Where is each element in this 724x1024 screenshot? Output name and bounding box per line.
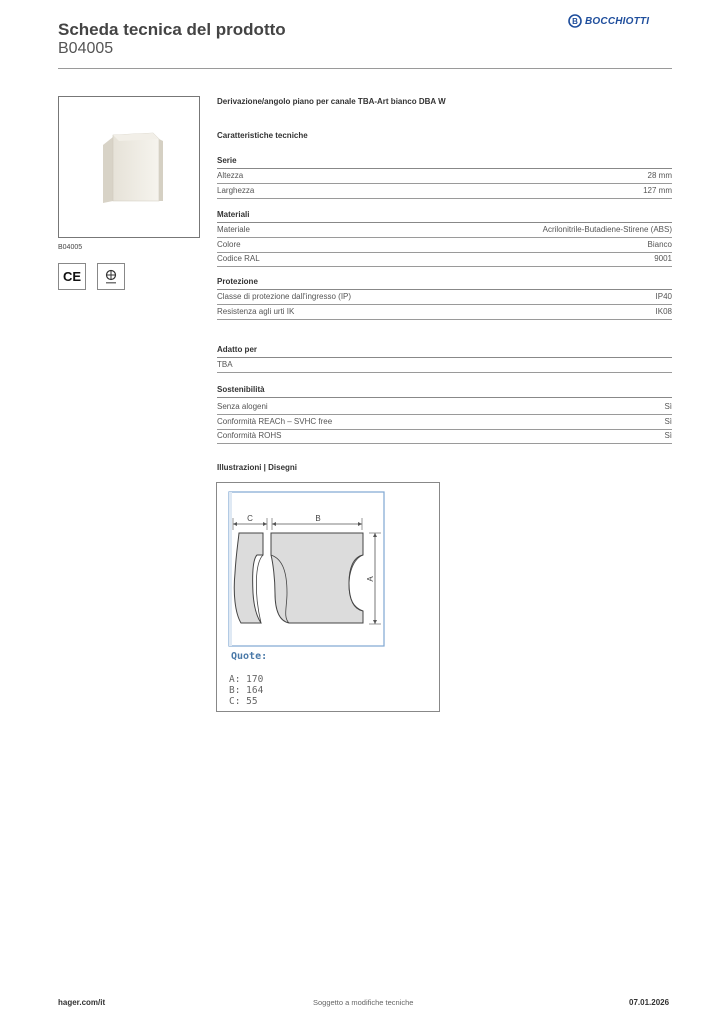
footer-date: 07.01.2026 bbox=[629, 998, 670, 1007]
spec-value: Sì bbox=[664, 402, 672, 411]
spec-value: 28 mm bbox=[647, 171, 672, 180]
spec-value: Sì bbox=[664, 417, 672, 426]
brand-logo-icon bbox=[568, 14, 582, 28]
section-sostenibilita-title: Sostenibilità bbox=[217, 385, 672, 398]
spec-row bbox=[217, 290, 672, 305]
product-description: Derivazione/angolo piano per canale TBA-Art bianco DBA W bbox=[217, 97, 446, 106]
spec-row bbox=[217, 429, 672, 444]
spec-row bbox=[217, 169, 672, 184]
ce-mark-icon: CE bbox=[58, 263, 86, 290]
spec-value: IP40 bbox=[655, 292, 672, 301]
brand-name: BOCCHIOTTI bbox=[585, 15, 650, 27]
quote-value: C: 55 bbox=[229, 696, 258, 707]
dim-label-a: A bbox=[366, 576, 375, 582]
spec-row bbox=[217, 358, 672, 373]
spec-label: Colore bbox=[217, 240, 241, 249]
spec-value: Acrilonitrile-Butadiene-Stirene (ABS) bbox=[542, 225, 672, 234]
illustrations-heading: Illustrazioni | Disegni bbox=[217, 463, 298, 472]
spec-row bbox=[217, 415, 672, 430]
dim-label-c: C bbox=[247, 514, 253, 523]
dimension-drawing-icon bbox=[217, 483, 439, 648]
spec-value: Bianco bbox=[647, 240, 672, 249]
product-photo-icon bbox=[59, 97, 199, 237]
spec-value: IK08 bbox=[655, 307, 672, 316]
technical-drawing bbox=[216, 482, 440, 712]
spec-label: Altezza bbox=[217, 171, 244, 180]
tech-specs-heading: Caratteristiche tecniche bbox=[217, 131, 308, 140]
section-materiali-title: Materiali bbox=[217, 210, 672, 223]
dim-label-b: B bbox=[315, 514, 321, 523]
product-code: B04005 bbox=[58, 40, 114, 57]
spec-row bbox=[217, 223, 672, 238]
quote-value: B: 164 bbox=[229, 685, 264, 696]
header-divider bbox=[58, 68, 672, 69]
spec-value: 127 mm bbox=[643, 186, 672, 195]
section-adatto-title: Adatto per bbox=[217, 345, 672, 358]
section-serie-title: Serie bbox=[217, 156, 672, 169]
spec-label: Resistenza agli urti IK bbox=[217, 307, 295, 316]
imq-mark-icon bbox=[97, 263, 125, 290]
section-protezione-title: Protezione bbox=[217, 277, 672, 290]
quotes-title: Quote: bbox=[231, 651, 268, 662]
spec-row bbox=[217, 238, 672, 253]
spec-row bbox=[217, 400, 672, 415]
spec-label: TBA bbox=[217, 360, 233, 369]
spec-label: Materiale bbox=[217, 225, 250, 234]
spec-label: Senza alogeni bbox=[217, 402, 268, 411]
svg-text:B: B bbox=[572, 17, 578, 26]
brand-logo bbox=[568, 14, 649, 28]
spec-row bbox=[217, 184, 672, 199]
spec-label: Conformità REACh – SVHC free bbox=[217, 417, 333, 426]
spec-label: Classe di protezione dall'ingresso (IP) bbox=[217, 292, 352, 301]
spec-row bbox=[217, 305, 672, 320]
product-image bbox=[58, 96, 200, 238]
quote-value: A: 170 bbox=[229, 674, 264, 685]
page-title: Scheda tecnica del prodotto bbox=[58, 20, 286, 39]
spec-label: Conformità ROHS bbox=[217, 431, 282, 440]
spec-label: Larghezza bbox=[217, 186, 255, 195]
spec-label: Codice RAL bbox=[217, 254, 260, 263]
image-caption: B04005 bbox=[58, 244, 83, 251]
spec-value: 9001 bbox=[654, 254, 672, 263]
footer-site-link[interactable]: hager.com/it bbox=[58, 998, 106, 1007]
spec-row bbox=[217, 252, 672, 267]
spec-value: Sì bbox=[664, 431, 672, 440]
footer-note: Soggetto a modifiche tecniche bbox=[313, 998, 414, 1007]
